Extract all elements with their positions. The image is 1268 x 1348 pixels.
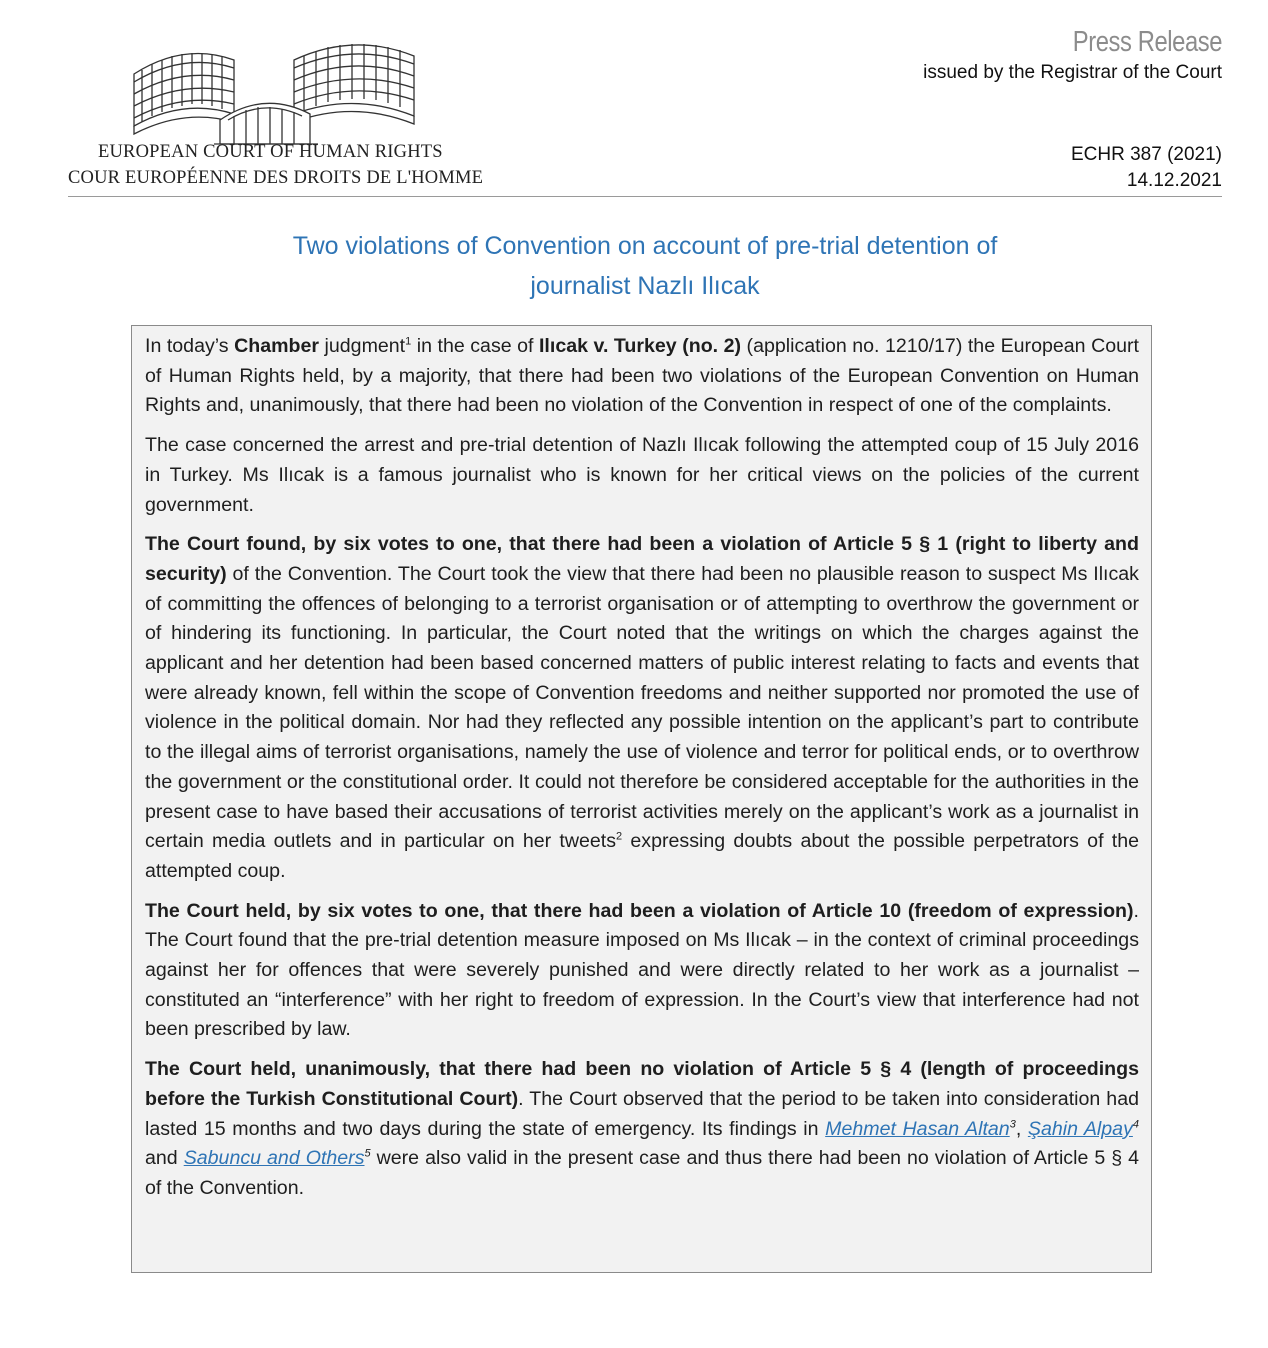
finding-article-5-1-tail: of the Convention [226, 562, 387, 585]
case-link-sabuncu-and-others[interactable]: Sabuncu and Others [183, 1147, 365, 1170]
header-divider [68, 196, 1222, 197]
issued-by-line: issued by the Registrar of the Court [923, 62, 1222, 83]
text-run: judgment [319, 335, 406, 357]
finding-article-5-4: The Court held, unanimously, that there had been no violation of Article 5 § 4 (length of proceedings before the Turkish Constitutional Court) [145, 1058, 1139, 1110]
headline [68, 226, 1222, 306]
text-run: (application no. 1210/17) the European Court of Human Rights held, by a majority, that there had been two violations of the European Convention on Human Rights and, unanimously, that there had been no violation of the Convention in respect of one of the complaints. [145, 335, 1139, 417]
summary-paragraph-2: The case concerned the arrest and pre-trial detention of Nazlı Ilıcak following the attempted coup of 15 July 2016 in Turkey. Ms Ilıcak is a famous journalist who is known for her critical views on the policies of the current government. [145, 434, 1139, 516]
court-name-french: COUR EUROPÉENNE DES DROITS DE L'HOMME [68, 168, 484, 188]
text-run: were also valid in the present case and thus there had been no violation of Article 5 § 4 of the Convention. [145, 1147, 1140, 1199]
text-run: expressing doubts about the possible perpetrators of the attempted coup. [145, 830, 1139, 882]
summary-box [131, 325, 1152, 1273]
text-run: in the case of [411, 335, 539, 357]
headline-line-1: Two violations of Convention on account of pre-trial detention of [292, 232, 998, 260]
footnote-ref-3[interactable]: 3 [1009, 1118, 1016, 1131]
text-run: , [1015, 1117, 1028, 1140]
press-release-reference: ECHR 387 (2021) [1070, 144, 1222, 165]
footnote-ref-1[interactable]: 1 [405, 335, 412, 348]
press-release-date: 14.12.2021 [1126, 170, 1222, 191]
summary-paragraph-1 [145, 332, 1139, 421]
summary-paragraph-5 [145, 1055, 1139, 1204]
summary-paragraph-4 [145, 897, 1139, 1046]
case-link-mehmet-hasan-altan[interactable]: Mehmet Hasan Altan [825, 1117, 1010, 1140]
finding-article-10: The Court held, by six votes to one, that there had been a violation of Article 10 (freedom of expression) [145, 899, 1134, 922]
headline-line-2: journalist Nazlı Ilıcak [530, 272, 760, 300]
case-link-sahin-alpay[interactable]: Şahin Alpay [1027, 1117, 1133, 1140]
summary-paragraph-3 [145, 530, 1139, 886]
footnote-ref-5[interactable]: 5 [364, 1147, 371, 1160]
text-run: . The Court took the view that there had been no plausible reason to suspect Ms Ilıcak of committing the offences of belonging to a terrorist organisation or of attempting to overthrow the government or of hindering its functioning. In particular, the Court noted that the writings on which the charges against the applicant and her detention had been based concerned matters of public interest relating to facts and events that were already known, fell within the scope of Convention freedoms and neither supported nor promoted the use of violence in the political domain. Nor had they reflected any possible intention on the applicant’s part to contribute to the illegal aims of terrorist organisations, namely the use of violence and terror for political ends, or to overthrow the government or the constitutional order. It could not therefore be considered acceptable for the authorities in the present case to have based their accusations of terrorist activities merely on the applicant’s work as a journalist in certain media outlets and in particular on her tweets [145, 562, 1139, 853]
press-release-title: Press Release [1072, 26, 1222, 58]
footnote-ref-2[interactable]: 2 [616, 830, 623, 843]
text-run: . The Court observed that the period to be taken into consideration had lasted 15 months and two days during the state of emergency. Its findings in [145, 1087, 1139, 1140]
chamber-label: Chamber [234, 335, 320, 357]
court-name-english: EUROPEAN COURT OF HUMAN RIGHTS [98, 142, 443, 162]
text-run: In today’s [145, 335, 235, 357]
footnote-ref-4[interactable]: 4 [1132, 1118, 1139, 1131]
case-name: Ilıcak v. Turkey (no. 2) [538, 335, 742, 357]
finding-article-5-1: The Court found, by six votes to one, that there had been a violation of Article 5 § 1 (right to liberty and security) [145, 533, 1139, 585]
text-run: and [145, 1147, 184, 1170]
court-building-logo-icon [124, 34, 424, 152]
text-run: . The Court found that the pre-trial detention measure imposed on Ms Ilıcak – in the context of criminal proceedings against her for offences that were severely punished and were directly related to her work as a journalist – constituted an “interference” with her right to freedom of expression. In the Court’s view that interference had not been prescribed by law. [145, 899, 1139, 1041]
press-release-header [68, 20, 1222, 198]
